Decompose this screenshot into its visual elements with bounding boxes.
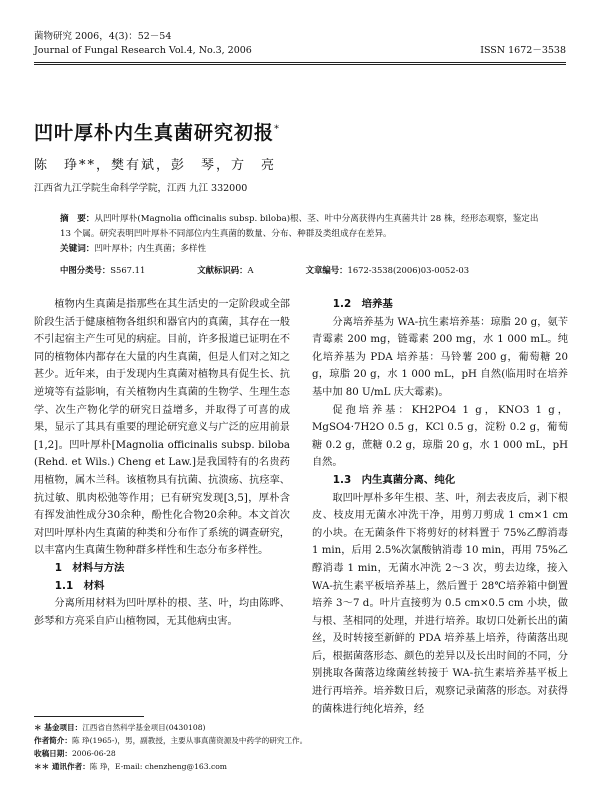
issn: ISSN 1672－3538 <box>480 45 566 56</box>
footnote-fund: ＊ 基金项目：江西省自然科学基金项目(0430108) <box>34 723 206 732</box>
abstract-text: 从凹叶厚朴(Magnolia officinalis subsp. biloba)根、茎、叶中分离获得内生真菌共计 28 株，经形态观察，鉴定出 13 个属。研究表明凹叶厚朴不同部位内生真菌的数量、分布、种群及类组成存在差异。 <box>60 214 539 239</box>
keywords-label: 关键词： <box>60 244 95 254</box>
section-heading-1-3: 1.3 内生真菌分离、纯化 <box>332 473 456 486</box>
header-rule-thin <box>34 64 566 65</box>
footnotes <box>34 716 334 773</box>
materials-paragraph: 分离所用材料为凹叶厚朴的根、茎、叶，均由陈晔、彭琴和方亮采自庐山植物园，无其他病虫害。 <box>34 598 290 627</box>
media-paragraph-2: 促孢培养基：KH2PO4 1 g，KNO3 1 g，MgSO4·7H2O 0.5 g，KCl 0.5 g，淀粉 0.2 g，葡萄糖 0.2 g，蔗糖 0.2 g，琼脂 20 g，水 1 000 mL，pH 自然。 <box>312 404 568 469</box>
footnote-correspondence: ＊＊ 通讯作者：陈 琤，E-mail: chenzheng@163.com <box>34 762 228 771</box>
title-footnote-mark: * <box>274 123 281 135</box>
article-number: 文章编号：1672-3538(2006)03-0052-03 <box>305 265 470 275</box>
abstract-block <box>60 212 550 257</box>
right-column <box>312 296 568 718</box>
classification-line <box>60 264 560 276</box>
authors: 陈 琤**，樊有斌，彭 琴，方 亮 <box>34 158 277 173</box>
section-heading-1: 1 材料与方法 <box>54 561 125 574</box>
footnote-rule <box>34 716 144 717</box>
keywords-text: 凹叶厚朴；内生真菌；多样性 <box>94 244 207 254</box>
footnote-author: 作者简介：陈 琤(1965-)，男，副教授，主要从事真菌资源及中药学的研究工作。 <box>34 736 308 745</box>
intro-paragraph: 植物内生真菌是指那些在其生活史的一定阶段或全部阶段生活于健康植物各组织和器官内的真菌，其存在一般不引起宿主产生可见的病症。目前，许多报道已证明在不同的植物体内都存在大量的内生真菌，但是人们对之知之甚少。近年来，由于发现内生真菌对植物具有促生长、抗逆境等有益影响，有关植物内生真菌的生物学、生理生态学、次生产物化学的研究日益增多，并取得了可喜的成果，显示了其具有重要的理论研究意义与广泛的应用前景[1,2]。凹叶厚朴[Magnolia officinalis subsp. biloba (Rehd. et Wils.) Cheng et Law.]是我国特有的名贵药用植物，属木兰科。该植物具有抗菌、抗溃疡、抗痉挛、抗过敏、肌肉松弛等作用；已有研究发现[3,5]，厚朴含有挥发油性成分30余种，酚性化合物20余种。本文首次对凹叶厚朴内生真菌的种类和分布作了系统的调查研究，以丰富内生真菌生物种群多样性和生态分布多样性。 <box>34 299 290 557</box>
affiliation: 江西省九江学院生命科学学院，江西 九江 332000 <box>34 183 248 194</box>
running-header <box>34 30 566 58</box>
keywords <box>60 242 550 257</box>
section-heading-1-1: 1.1 材料 <box>54 579 105 592</box>
media-paragraph-1: 分离培养基为 WA-抗生素培养基：琼脂 20 g，氨苄青霉素 200 mg，链霉素 200 mg，水 1 000 mL。纯化培养基为 PDA 培养基：马铃薯 200 g，葡萄糖 20 g，琼脂 20 g，水 1 000 mL，pH 自然(临用时在培养基中加 80 U/mL 庆大霉素)。 <box>312 316 568 398</box>
clc-number: 中图分类号：S567.11 <box>60 265 146 275</box>
journal-cn: 菌物研究 2006，4(3)：52－54 <box>34 31 172 42</box>
paper-title <box>34 118 280 145</box>
paper-title-text: 凹叶厚朴内生真菌研究初报 <box>34 122 275 144</box>
journal-en: Journal of Fungal Research Vol.4, No.3, 2006 <box>34 45 252 56</box>
left-column <box>34 296 290 630</box>
footnote-received: 收稿日期：2006-06-28 <box>34 749 116 758</box>
abstract-label: 摘 要： <box>60 214 95 224</box>
abstract <box>60 212 550 242</box>
header-rule <box>34 62 566 63</box>
section-heading-1-2: 1.2 培养基 <box>332 298 393 310</box>
isolation-paragraph: 取凹叶厚朴多年生根、茎、叶，剂去表皮后，剥下根皮、枝皮用无菌水冲洗干净，用剪刀剪成 1 cm×1 cm 的小块。在无菌条件下将剪好的材料置于 75%乙醇消毒 1 min，后用 2.5%次氯酸钠消毒 10 min，再用 75%乙醇消毒 1 min，无菌水冲洗 2～3 次，剪去边缘，接入 WA-抗生素平板培养基上，然后置于 28℃培养箱中倒置培养 3～7 d。叶片直接剪为 0.5 cm×0.5 cm 小块，做与根、茎相同的处理，并进行培养。取切口处新长出的菌丝，及时转接至新鲜的 PDA 培养基上培养，待菌落出现后，根据菌落形态、颜色的差异以及长出时间的不同，分别挑取各菌落边缘菌丝转接于 WA-抗生素培养基平板上进行再培养。培养数日后，观察记录菌落的形态。对获得的菌株进行纯化培养，经 <box>312 492 568 715</box>
document-code: 文献标识码：A <box>197 265 254 275</box>
